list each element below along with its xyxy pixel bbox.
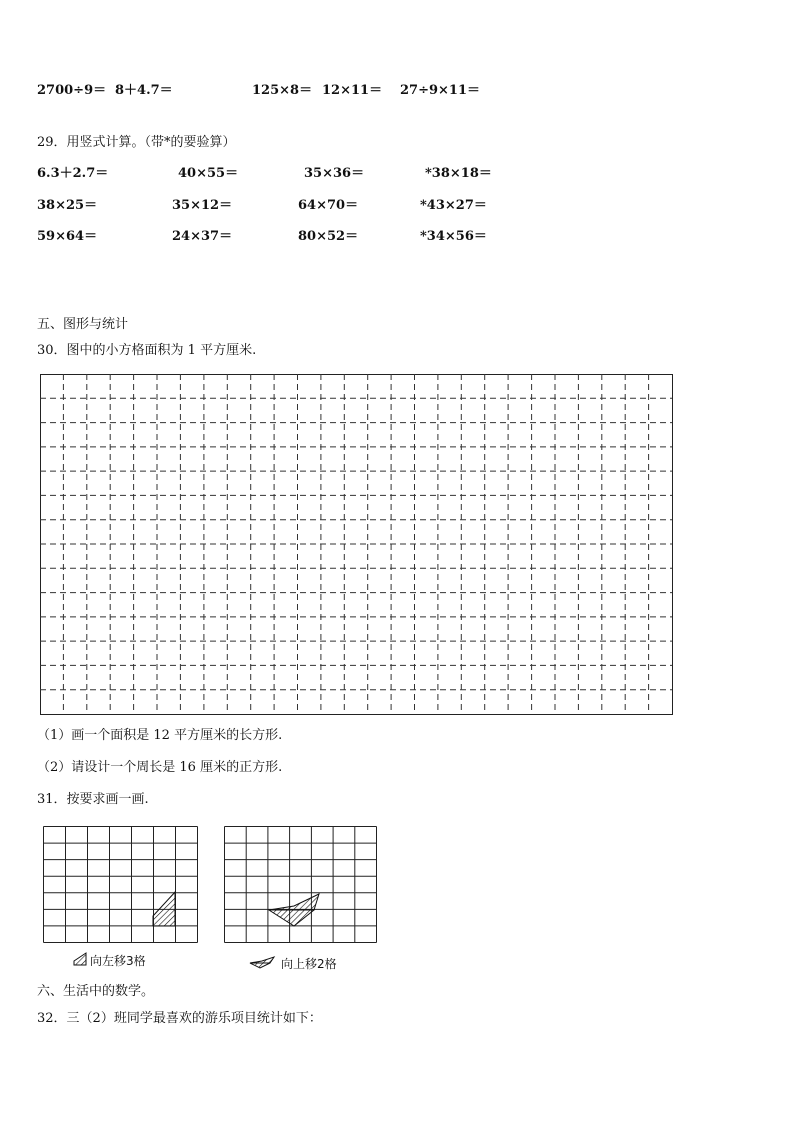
q29-r3-c1: 59×64＝: [37, 229, 98, 244]
q30-dashed-grid: [40, 374, 676, 718]
calc-27-div-9-times-11: 27÷9×11＝: [400, 83, 481, 98]
right-shape-lower: [269, 910, 314, 926]
q29-title: 29．用竖式计算。（带*的要验算）: [37, 135, 236, 150]
q29-r2-c1: 38×25＝: [37, 198, 98, 213]
right-caption-icon: [248, 955, 278, 969]
q29-r3-c4: *34×56＝: [420, 229, 487, 244]
calc-2700-div-9: 2700÷9＝: [37, 83, 107, 98]
q31-title: 31．按要求画一画.: [37, 792, 149, 807]
q30-title: 30．图中的小方格面积为 1 平方厘米.: [37, 343, 257, 358]
calc-125-times-8: 125×8＝: [252, 83, 313, 98]
q30-item2: （2）请设计一个周长是 16 厘米的正方形.: [37, 760, 283, 775]
q29-r1-c4: *38×18＝: [425, 166, 492, 181]
calc-12-times-11: 12×11＝: [322, 83, 383, 98]
q29-r2-c3: 64×70＝: [298, 198, 359, 213]
q32-title: 32．三（2）班同学最喜欢的游乐项目统计如下：: [37, 1011, 322, 1026]
q31-caption-right: 向上移2格: [281, 957, 337, 971]
q29-r3-c2: 24×37＝: [172, 229, 233, 244]
q29-r2-c4: *43×27＝: [420, 198, 487, 213]
q31-left-grid: [43, 826, 201, 946]
q29-r3-c3: 80×52＝: [298, 229, 359, 244]
section5-heading: 五、图形与统计: [37, 317, 129, 332]
q29-r2-c2: 35×12＝: [172, 198, 233, 213]
q29-r1-c2: 40×55＝: [178, 166, 239, 181]
calc-8-plus-4.7: 8＋4.7＝: [115, 83, 173, 98]
section6-heading: 六、生活中的数学。: [37, 984, 155, 999]
q31-caption-left: 向左移3格: [90, 954, 146, 968]
q31-right-grid: [224, 826, 380, 946]
left-caption-icon: [72, 951, 90, 967]
q29-r1-c1: 6.3＋2.7＝: [37, 166, 109, 181]
q30-item1: （1）画一个面积是 12 平方厘米的长方形.: [37, 728, 283, 743]
q29-r1-c3: 35×36＝: [304, 166, 365, 181]
